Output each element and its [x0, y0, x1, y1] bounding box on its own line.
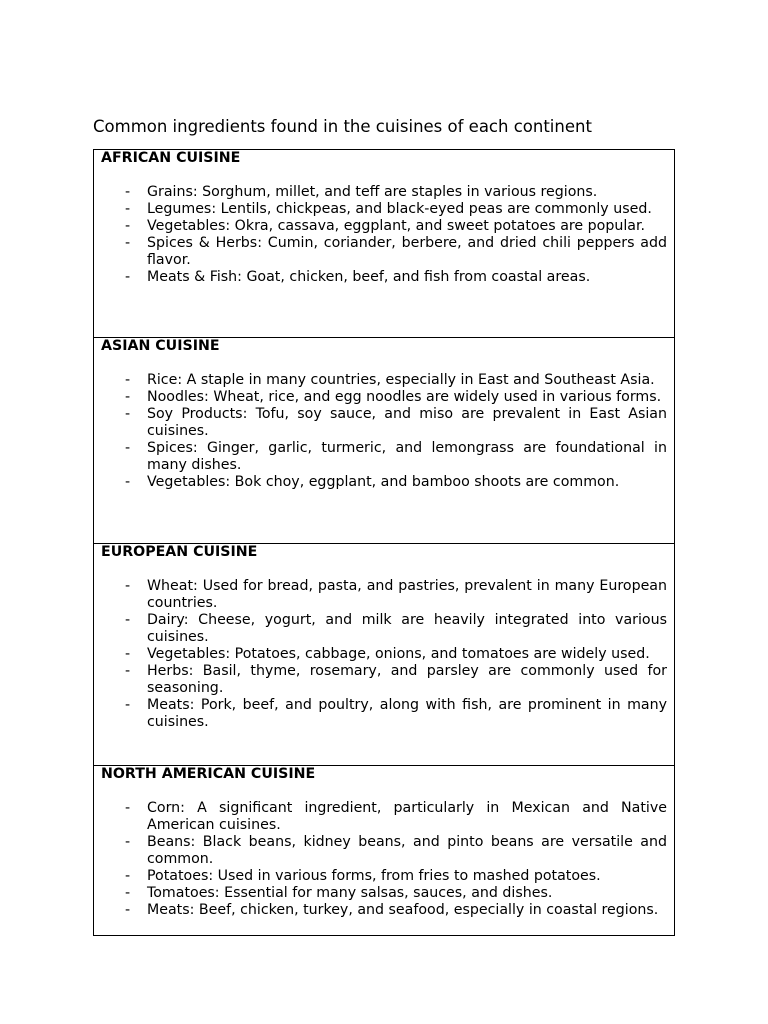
section-cell: [94, 150, 675, 338]
list-item-text: Corn: A significant ingredient, particularly in Mexican and Native American cuisines.: [147, 800, 667, 833]
list-item: [101, 201, 667, 218]
section-heading-asian: ASIAN CUISINE: [101, 338, 220, 354]
list-item-text: Spices: Ginger, garlic, turmeric, and lemongrass are foundational in many dishes.: [147, 440, 667, 473]
list-item-text: Dairy: Cheese, yogurt, and milk are heavily integrated into various cuisines.: [147, 612, 667, 645]
list-item-text: Meats: Pork, beef, and poultry, along with fish, are prominent in many cuisines.: [147, 697, 667, 730]
section-heading-european: EUROPEAN CUISINE: [101, 544, 258, 560]
list-item: [101, 646, 667, 663]
list-dash: -: [125, 612, 131, 628]
page-title: Common ingredients found in the cuisines of each continent: [93, 117, 592, 136]
list-dash: -: [125, 184, 131, 200]
list-dash: -: [125, 389, 131, 405]
list-item: [101, 578, 667, 612]
list-item-text: Vegetables: Bok choy, eggplant, and bamboo shoots are common.: [147, 474, 620, 490]
list-item-text: Herbs: Basil, thyme, rosemary, and parsley are commonly used for seasoning.: [147, 663, 667, 696]
list-dash: -: [125, 697, 131, 713]
list-item: [101, 269, 667, 286]
list-item: [101, 406, 667, 440]
list-item: [101, 235, 667, 269]
list-item-text: Wheat: Used for bread, pasta, and pastries, prevalent in many European countries.: [147, 578, 667, 611]
section-heading-african: AFRICAN CUISINE: [101, 150, 241, 166]
list-dash: -: [125, 440, 131, 456]
list-dash: -: [125, 800, 131, 816]
section-cell: [94, 338, 675, 544]
section-row-north-american: [94, 766, 675, 936]
list-dash: -: [125, 646, 131, 662]
list-item: [101, 800, 667, 834]
list-item-text: Noodles: Wheat, rice, and egg noodles are widely used in various forms.: [147, 389, 662, 405]
list-item: [101, 389, 667, 406]
list-item-text: Vegetables: Okra, cassava, eggplant, and sweet potatoes are popular.: [147, 218, 646, 234]
list-item-text: Beans: Black beans, kidney beans, and pinto beans are versatile and common.: [147, 834, 667, 867]
list-item: [101, 184, 667, 201]
list-item-text: Tomatoes: Essential for many salsas, sauces, and dishes.: [147, 885, 553, 901]
list-dash: -: [125, 235, 131, 251]
list-dash: -: [125, 868, 131, 884]
list-item: [101, 885, 667, 902]
list-dash: -: [125, 474, 131, 490]
list-item: [101, 697, 667, 731]
section-row-european: [94, 544, 675, 766]
section-row-african: [94, 150, 675, 338]
list-item-text: Meats: Beef, chicken, turkey, and seafood, especially in coastal regions.: [147, 902, 659, 918]
list-item-text: Meats & Fish: Goat, chicken, beef, and fish from coastal areas.: [147, 269, 591, 285]
list-dash: -: [125, 372, 131, 388]
section-heading-north-american: NORTH AMERICAN CUISINE: [101, 766, 316, 782]
list-item: [101, 834, 667, 868]
list-item: [101, 440, 667, 474]
section-cell: [94, 544, 675, 766]
list-item-text: Legumes: Lentils, chickpeas, and black-eyed peas are commonly used.: [147, 201, 652, 217]
list-dash: -: [125, 885, 131, 901]
list-item: [101, 868, 667, 885]
list-dash: -: [125, 834, 131, 850]
list-item: [101, 218, 667, 235]
list-item-text: Grains: Sorghum, millet, and teff are staples in various regions.: [147, 184, 598, 200]
list-dash: -: [125, 578, 131, 594]
list-item: [101, 474, 667, 491]
list-item-text: Potatoes: Used in various forms, from fries to mashed potatoes.: [147, 868, 601, 884]
list-item: [101, 372, 667, 389]
list-item-text: Rice: A staple in many countries, especially in East and Southeast Asia.: [147, 372, 655, 388]
list-dash: -: [125, 902, 131, 918]
list-dash: -: [125, 218, 131, 234]
list-item: [101, 663, 667, 697]
list-item-text: Spices & Herbs: Cumin, coriander, berbere, and dried chili peppers add flavor.: [147, 235, 667, 268]
list-item-text: Vegetables: Potatoes, cabbage, onions, and tomatoes are widely used.: [147, 646, 650, 662]
ingredient-list-african: [101, 184, 667, 286]
list-dash: -: [125, 406, 131, 422]
list-item: [101, 902, 667, 919]
list-dash: -: [125, 663, 131, 679]
list-dash: -: [125, 269, 131, 285]
list-item-text: Soy Products: Tofu, soy sauce, and miso are prevalent in East Asian cuisines.: [147, 406, 667, 439]
ingredient-list-asian: [101, 372, 667, 491]
cuisine-table: [93, 149, 675, 936]
ingredient-list-european: [101, 578, 667, 731]
section-cell: [94, 766, 675, 936]
list-item: [101, 612, 667, 646]
list-dash: -: [125, 201, 131, 217]
ingredient-list-north-american: [101, 800, 667, 919]
section-row-asian: [94, 338, 675, 544]
